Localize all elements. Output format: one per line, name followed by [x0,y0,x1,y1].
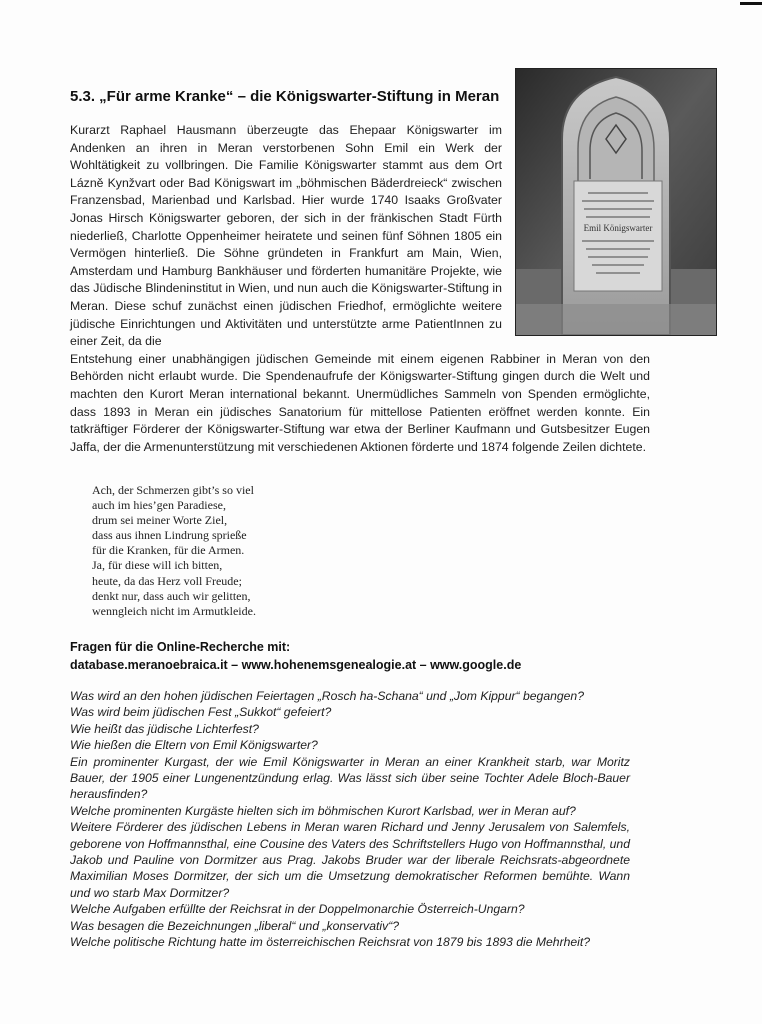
question-item: Wie hießen die Eltern von Emil Königswarter? [70,738,318,753]
poem-line: heute, da das Herz voll Freude; [92,573,242,588]
poem-line: Ja, für diese will ich bitten, [92,558,223,573]
body-paragraph-part-2: Entstehung einer unabhängigen jüdischen Gemeinde mit einem eigenen Rabbiner in Meran von den Behörden nicht erlaubt wurde. Die Spendenaufrufe der Königswarter-Stiftung gingen durch die Welt und machten den Kurort Meran international bekannt. Unermüdliches Sammeln von Spenden ermöglichte, dass 1893 in Meran ein jüdisches Sanatorium für mittellose Patienten eröffnet werden konnte. Ein tatkräftiger Förderer der Königswarter-Stiftung war etwa der Berliner Kaufmann und Gutsbesitzer Eugen Jaffa, der die Armenunterstützung mit verschiedenen Aktionen förderte und 1874 folgende Zeilen dichtete. [70,351,650,454]
scan-corner-mark [740,2,762,5]
question-item: Weitere Förderer des jüdischen Lebens in Meran waren Richard und Jenny Jerusalem von Salemfels, geborene von Hoffmannsthal, eine Cousine des Vaters des Schriftstellers Hugo von Hoffmannsthal, und Jakob und Pauline von Dormitzer aus Prag. Jakobs Bruder war der liberale Reichsrats-abgeordnete Maximilian Moses Dormitzer, der sich um die Umsetzung demokratischer Reformen bemühte. Wann und wo starb Max Dormitzer? [70,820,630,900]
body-text [70,122,650,456]
research-links: database.meranoebraica.it – www.hohenemsgenealogie.at – www.google.de [70,657,522,672]
body-paragraph-part-1: Kurarzt Raphael Hausmann überzeugte das Ehepaar Königswarter im Andenken an ihren in Meran verstorbenen Sohn Emil ein Werk der Wohltätigkeit zu vollbringen. Die Familie Königswarter stammt aus dem Ort Lázně Kynžvart oder Bad Königswart im „böhmischen Bäderdreieck“ zwischen Franzensbad, Marienbad und Karlsbad. Hier wurde 1740 Isaaks Großvater Jonas Hirsch Königswarter geboren, der sich in der fränkischen Stadt Fürth niederließ, Charlotte Oppenheimer heiratete und seinen fünf Söhnen 1805 ein Vermögen hinterließ. Die Söhne gründeten in Frankfurt am Main, Wien, Amsterdam und Hamburg Bankhäuser und förderten humanitäre Projekte, wie das Jüdische Blindeninstitut in Wien, und nun auch die Königswarter-Stiftung in Meran. Diese schuf zunächst einen jüdischen Friedhof, ermöglichte weitere jüdische Einrichtungen und Aktivitäten und unterstützte arme PatientInnen zu einer Zeit, da die [70,123,502,349]
poem-line: dass aus ihnen Lindrung sprieße [92,528,247,543]
question-item: Was wird an den hohen jüdischen Feiertagen „Rosch ha-Schana“ und „Jom Kippur“ begangen? [70,689,584,703]
question-item: Was wird beim jüdischen Fest „Sukkot“ gefeiert? [70,705,332,720]
poem-line: drum sei meiner Worte Ziel, [92,513,228,528]
poem-line: denkt nur, dass auch wir gelitten, [92,588,251,603]
poem-line: wenngleich nicht im Armutkleide. [92,603,256,618]
research-section [70,639,650,674]
question-item: Ein prominenter Kurgast, der wie Emil Königswarter in Meran an einer Krankheit starb, war Moritz Bauer, der 1905 einer Lungenentzündung erlag. Was lässt sich über seine Tochter Adele Bloch-Bauer herausfinden? [70,754,630,802]
question-item: Was besagen die Bezeichnungen „liberal“ und „konservativ“? [70,918,400,933]
question-list [70,688,630,951]
question-item: Welche prominenten Kurgäste hielten sich im böhmischen Kurort Karlsbad, wer in Meran auf? [70,803,576,818]
poem-line: Ach, der Schmerzen gibt’s so viel [92,483,254,497]
poem-line: für die Kranken, für die Armen. [92,543,245,558]
question-item: Wie heißt das jüdische Lichterfest? [70,721,259,736]
section-title: 5.3. „Für arme Kranke“ – die Königswarter-Stiftung in Meran [70,88,500,105]
poem [92,483,392,619]
question-item: Welche politische Richtung hatte im österreichischen Reichsrat von 1879 bis 1893 die Mehrheit? [70,935,591,950]
gravestone-inscription-name: Emil Königswarter [583,223,653,233]
poem-line: auch im hies’gen Paradiese, [92,498,226,513]
research-heading: Fragen für die Online-Recherche mit: [70,640,291,654]
question-item: Welche Aufgaben erfüllte der Reichsrat in der Doppelmonarchie Österreich-Ungarn? [70,902,525,917]
